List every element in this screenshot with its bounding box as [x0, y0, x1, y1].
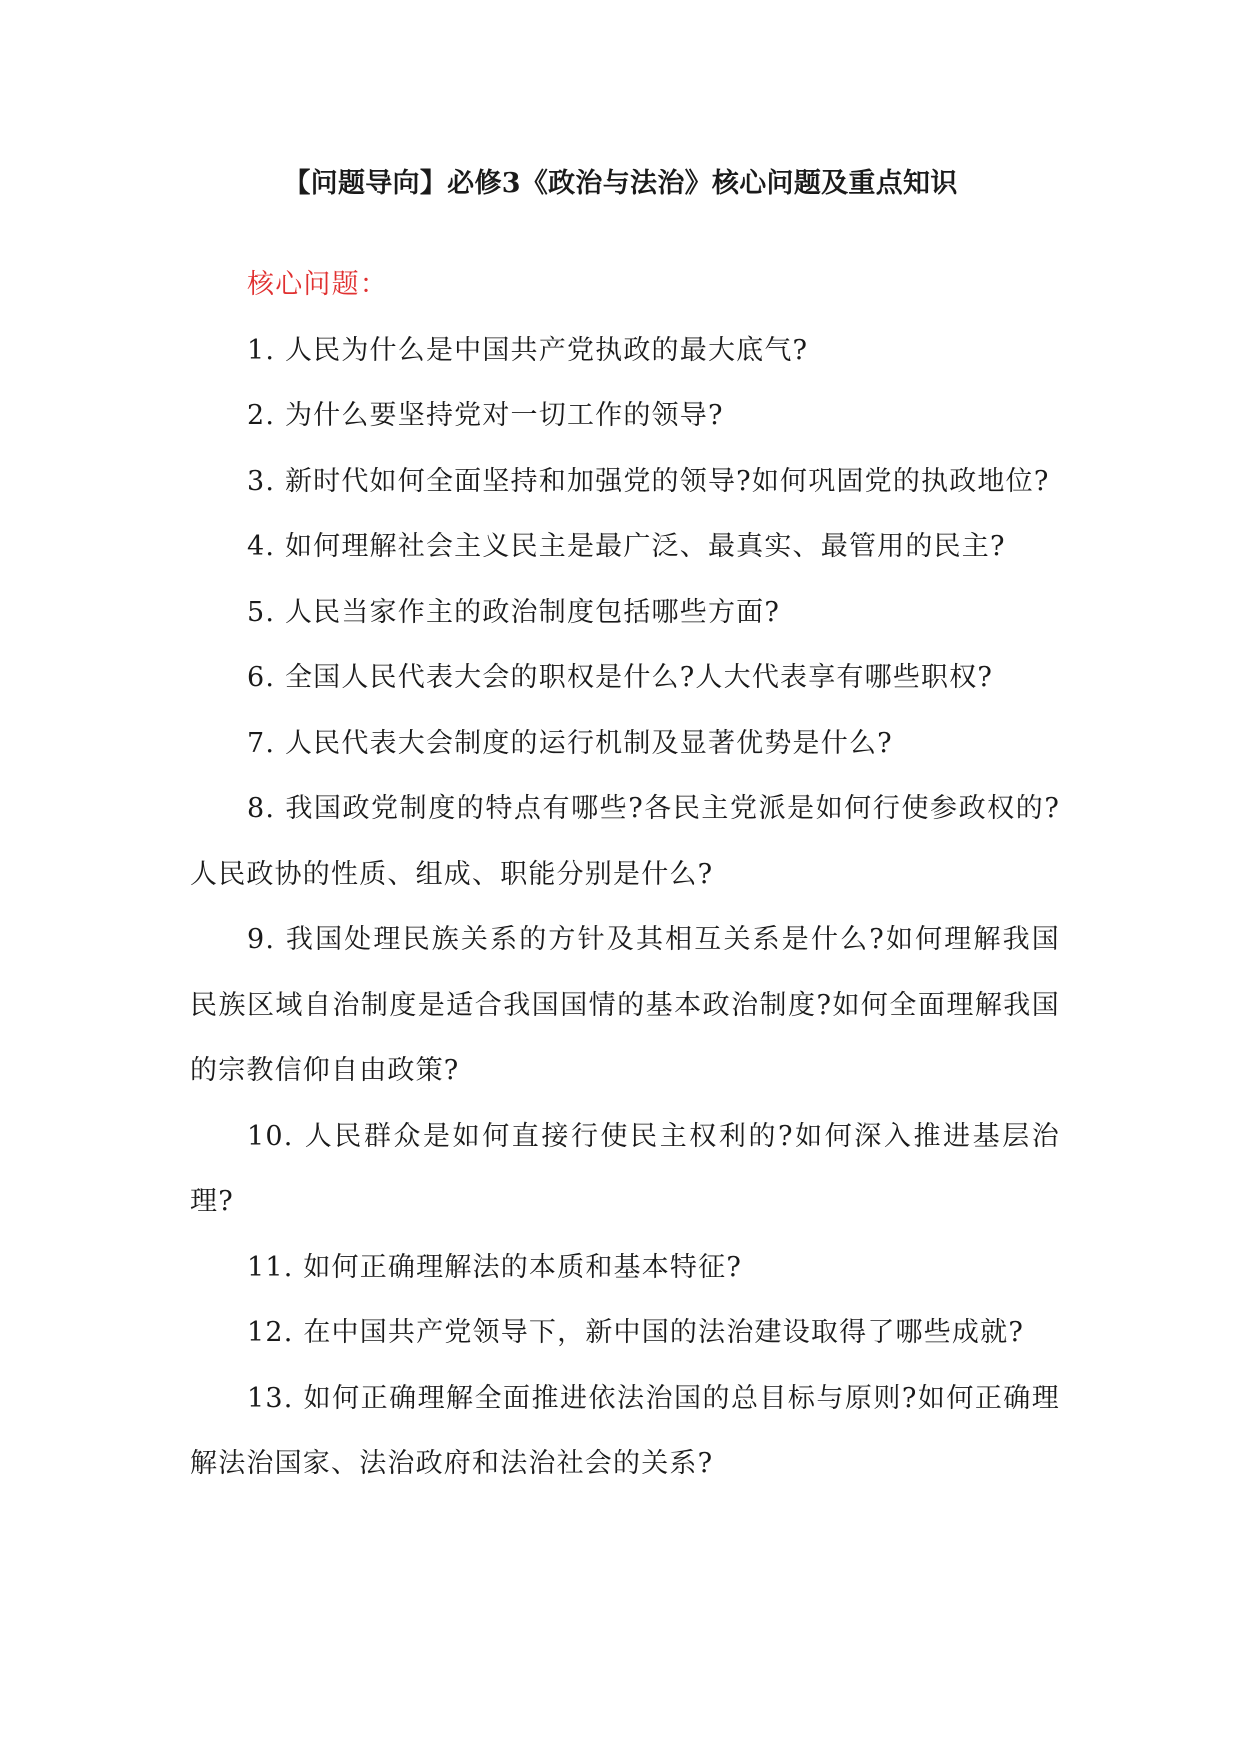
question-item: 5. 人民当家作主的政治制度包括哪些方面? — [247, 596, 781, 628]
question-item: 11. 如何正确理解法的本质和基本特征? — [247, 1251, 742, 1283]
question-item: 8. 我国政党制度的特点有哪些?各民主党派是如何行使参政权的?人民政协的性质、组成、职能分别是什么? — [190, 793, 1060, 890]
question-item: 12. 在中国共产党领导下，新中国的法治建设取得了哪些成就? — [247, 1317, 1024, 1348]
question-item: 3. 新时代如何全面坚持和加强党的领导?如何巩固党的执政地位? — [247, 465, 1050, 497]
question-item: 4. 如何理解社会主义民主是最广泛、最真实、最管用的民主? — [247, 531, 1006, 562]
question-item: 10. 人民群众是如何直接行使民主权利的?如何深入推进基层治理? — [190, 1120, 1060, 1217]
question-item: 1. 人民为什么是中国共产党执政的最大底气? — [247, 334, 809, 366]
question-item: 6. 全国人民代表大会的职权是什么?人大代表享有哪些职权? — [247, 662, 994, 693]
question-item: 13. 如何正确理解全面推进依法治国的总目标与原则?如何正确理解法治国家、法治政府和法治社会的关系? — [190, 1382, 1060, 1479]
document-title: 【问题导向】必修3《政治与法治》核心问题及重点知识 — [283, 168, 958, 199]
question-item: 9. 我国处理民族关系的方针及其相互关系是什么?如何理解我国民族区域自治制度是适合我国国情的基本政治制度?如何全面理解我国的宗教信仰自由政策? — [190, 924, 1060, 1086]
question-item: 2. 为什么要坚持党对一切工作的领导? — [247, 400, 724, 431]
question-item: 7. 人民代表大会制度的运行机制及显著优势是什么? — [247, 727, 893, 759]
section-heading: 核心问题： — [247, 269, 388, 300]
document-body — [190, 252, 1060, 1497]
